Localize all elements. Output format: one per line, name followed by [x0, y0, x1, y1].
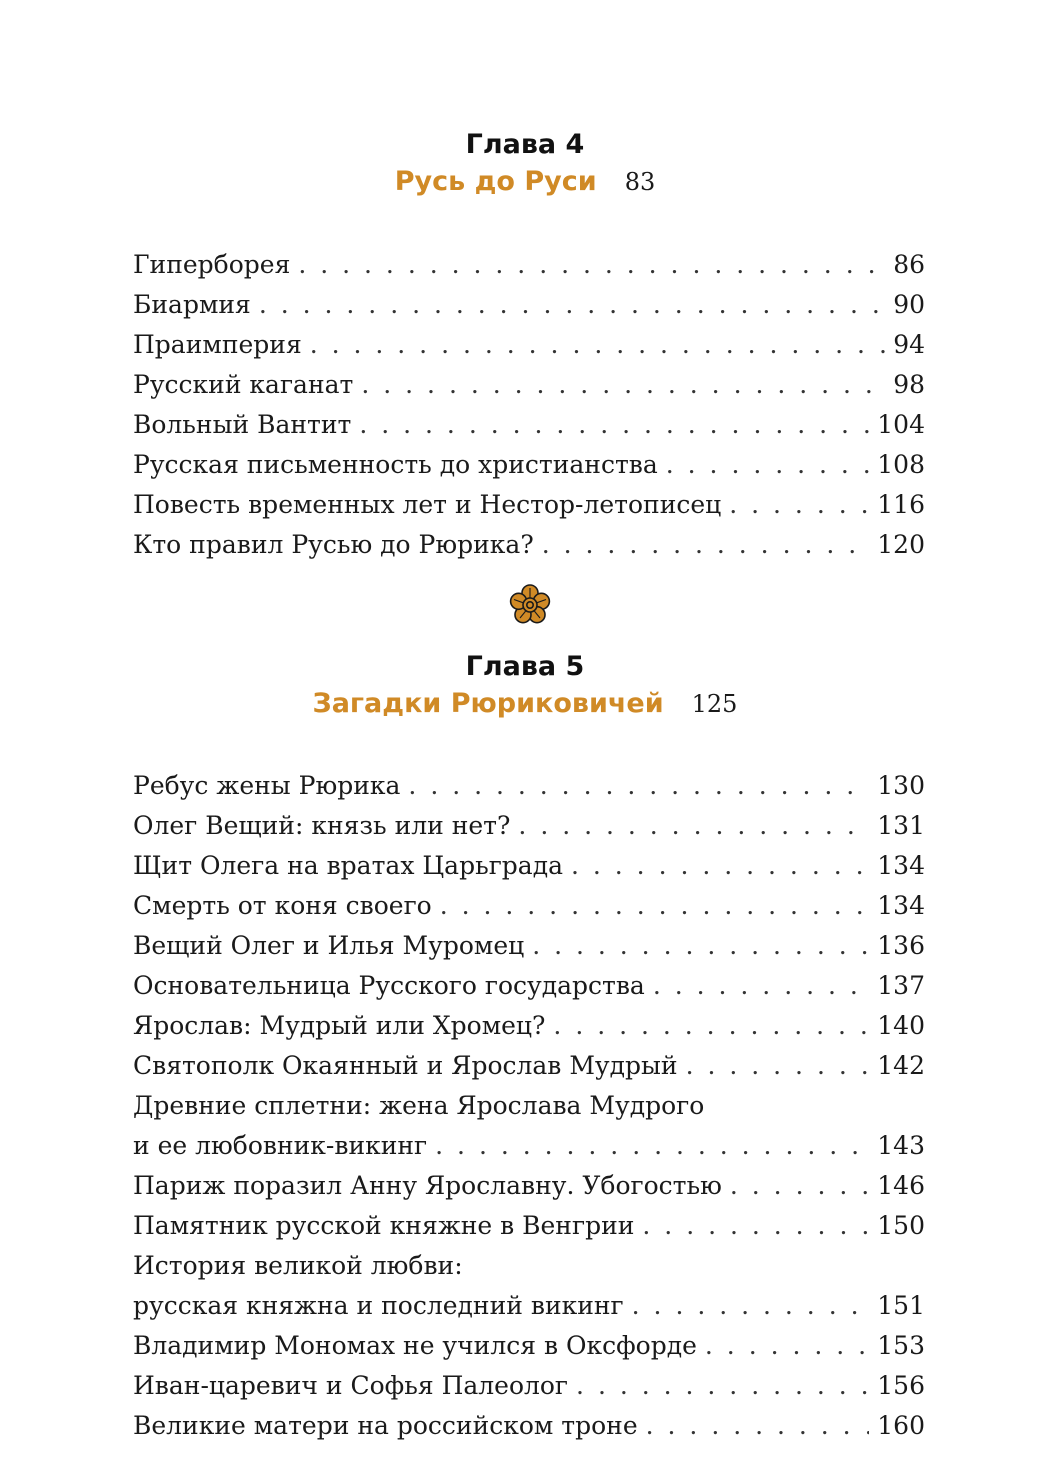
dot-leader: [632, 1286, 870, 1326]
chapter-4-heading: [0, 128, 1050, 206]
dot-leader: [435, 1126, 869, 1166]
toc-entry-title: и ее любовник-викинг: [133, 1131, 428, 1160]
toc-entry-page: 137: [877, 971, 925, 1000]
dot-leader: [361, 365, 885, 405]
toc-entry-title: Повесть временных лет и Нестор-летописец: [133, 490, 722, 519]
toc-entry-title: Памятник русской княжне в Венгрии: [133, 1211, 635, 1240]
toc-entry-page: 150: [877, 1211, 925, 1240]
toc-entry-page: 104: [877, 410, 925, 439]
dot-leader: [576, 1366, 869, 1406]
toc-entry[interactable]: [133, 285, 925, 325]
toc-entry-page: 153: [877, 1331, 925, 1360]
toc-entry-page: 94: [893, 330, 925, 359]
toc-entry-page: 86: [893, 250, 925, 279]
toc-entry-title: Олег Вещий: князь или нет?: [133, 811, 511, 840]
toc-entry-title: Основательница Русского государства: [133, 971, 645, 1000]
toc-entry-page: 108: [877, 450, 925, 479]
dot-leader: [259, 285, 885, 325]
toc-entry-title: Гиперборея: [133, 250, 291, 279]
toc-entry-title: Смерть от коня своего: [133, 891, 432, 920]
toc-entry-page: 131: [877, 811, 925, 840]
toc-entry-title: Кто правил Русью до Рюрика?: [133, 530, 534, 559]
toc-entry-page: 151: [877, 1291, 925, 1320]
chapter-5-page: 125: [691, 690, 738, 718]
toc-entry-title: Париж поразил Анну Ярославну. Убогостью: [133, 1171, 722, 1200]
toc-entry[interactable]: [133, 325, 925, 365]
toc-entry-page: 136: [877, 931, 925, 960]
toc-entry-title: Вольный Вантит: [133, 410, 352, 439]
chapter-4-toc: [133, 245, 925, 565]
toc-entry[interactable]: [133, 525, 925, 565]
chapter-4-page: 83: [624, 168, 656, 196]
toc-entry-title: Праимперия: [133, 330, 302, 359]
dot-leader: [705, 1326, 869, 1366]
toc-entry[interactable]: [133, 485, 925, 525]
dot-leader: [542, 525, 870, 565]
toc-entry-title-line1: История великой любви:: [133, 1251, 463, 1280]
toc-entry[interactable]: [133, 445, 925, 485]
toc-entry[interactable]: [133, 806, 925, 846]
toc-entry[interactable]: [133, 886, 925, 926]
toc-entry[interactable]: [133, 1406, 925, 1446]
dot-leader: [298, 245, 885, 285]
chapter-5-label: Глава 5: [465, 651, 585, 682]
toc-entry[interactable]: [133, 926, 925, 966]
toc-entry[interactable]: [133, 1006, 925, 1046]
toc-entry[interactable]: [133, 966, 925, 1006]
toc-entry[interactable]: [133, 1326, 925, 1366]
chapter-5-title-line: [0, 684, 1050, 728]
toc-entry-page: 156: [877, 1371, 925, 1400]
toc-entry[interactable]: [133, 846, 925, 886]
dot-leader: [646, 1406, 870, 1446]
toc-entry-title: Русский каганат: [133, 370, 354, 399]
chapter-4-title-line: [0, 162, 1050, 206]
dot-leader: [730, 1166, 869, 1206]
toc-entry-page: 98: [893, 370, 925, 399]
toc-entry-page: 146: [877, 1171, 925, 1200]
toc-entry-title-line1: Древние сплетни: жена Ярослава Мудрого: [133, 1091, 705, 1120]
chapter-5-toc: [133, 766, 925, 1446]
toc-entry-title: Вещий Олег и Илья Муромец: [133, 931, 525, 960]
toc-entry-page: 134: [877, 891, 925, 920]
dot-leader: [553, 1006, 869, 1046]
dot-leader: [518, 806, 869, 846]
toc-entry-title: Святополк Окаянный и Ярослав Мудрый: [133, 1051, 678, 1080]
dot-leader: [571, 846, 869, 886]
toc-entry[interactable]: [133, 405, 925, 445]
toc-entry[interactable]: [133, 1166, 925, 1206]
chapter-5-title: Загадки Рюриковичей: [312, 688, 664, 719]
toc-entry[interactable]: [133, 1366, 925, 1406]
toc-entry-page: 143: [877, 1131, 925, 1160]
dot-leader: [666, 445, 870, 485]
toc-entry-title: Великие матери на российском троне: [133, 1411, 638, 1440]
toc-entry-page: 130: [877, 771, 925, 800]
toc-entry-page: 160: [877, 1411, 925, 1440]
toc-entry-title: Владимир Мономах не учился в Оксфорде: [133, 1331, 697, 1360]
toc-entry-first-line[interactable]: [133, 1086, 925, 1126]
toc-entry-title: Ярослав: Мудрый или Хромец?: [133, 1011, 546, 1040]
chapter-5-heading: [0, 650, 1050, 728]
toc-entry-page: 90: [893, 290, 925, 319]
toc-entry[interactable]: [133, 1126, 925, 1166]
toc-entry-page: 134: [877, 851, 925, 880]
dot-leader: [359, 405, 869, 445]
dot-leader: [440, 886, 870, 926]
flower-ornament-icon: [509, 584, 551, 626]
toc-entry-page: 116: [877, 490, 925, 519]
toc-entry[interactable]: [133, 1286, 925, 1326]
toc-entry-page: 142: [877, 1051, 925, 1080]
toc-entry-title: Биармия: [133, 290, 251, 319]
toc-entry-title: Ребус жены Рюрика: [133, 771, 401, 800]
toc-entry[interactable]: [133, 766, 925, 806]
toc-entry[interactable]: [133, 245, 925, 285]
dot-leader: [532, 926, 869, 966]
chapter-4-title: Русь до Руси: [394, 166, 597, 197]
toc-entry-title: Иван-царевич и Софья Палеолог: [133, 1371, 569, 1400]
toc-entry[interactable]: [133, 365, 925, 405]
dot-leader: [653, 966, 869, 1006]
toc-entry[interactable]: [133, 1046, 925, 1086]
dot-leader: [310, 325, 885, 365]
toc-entry-page: 140: [877, 1011, 925, 1040]
toc-entry-title: Русская письменность до христианства: [133, 450, 658, 479]
toc-entry-title: Щит Олега на вратах Царьграда: [133, 851, 563, 880]
toc-entry-title: русская княжна и последний викинг: [133, 1291, 624, 1320]
toc-entry-page: 120: [877, 530, 925, 559]
dot-leader: [729, 485, 869, 525]
toc-entry-first-line[interactable]: [133, 1246, 925, 1286]
toc-entry[interactable]: [133, 1206, 925, 1246]
dot-leader: [642, 1206, 869, 1246]
dot-leader: [408, 766, 869, 806]
chapter-4-label: Глава 4: [465, 129, 585, 160]
dot-leader: [686, 1046, 870, 1086]
